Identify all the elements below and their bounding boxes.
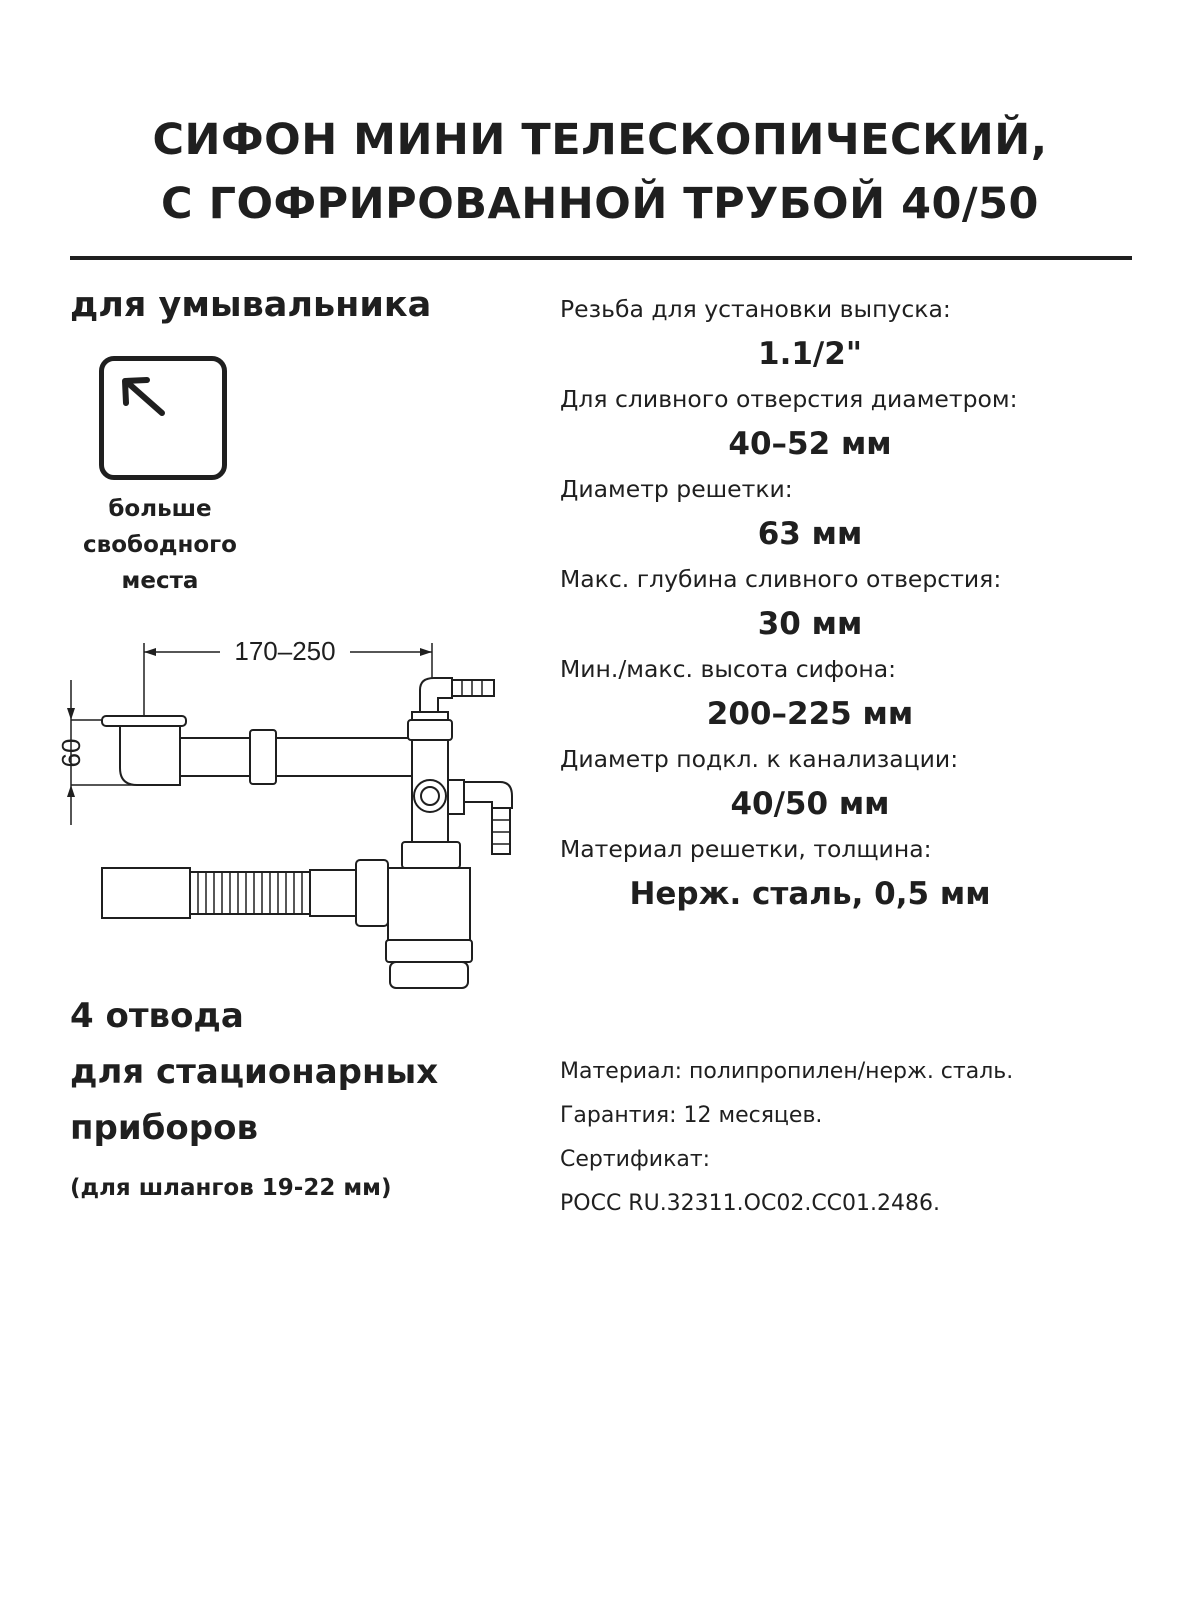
free-space-caption — [60, 491, 260, 599]
trap-nut — [402, 842, 460, 868]
caption-line-2: свободного — [83, 532, 237, 558]
arrow-up-left-icon — [104, 361, 222, 475]
title-divider — [70, 256, 1132, 260]
outlets-note: (для шлангов 19-22 мм) — [70, 1175, 392, 1201]
dim-arrowhead-top — [67, 708, 75, 720]
horizontal-pipe — [180, 738, 412, 776]
spec-label: Материал решетки, толщина: — [560, 835, 932, 863]
certificate-number: РОСС RU.32311.ОС02.СС01.2486. — [560, 1191, 941, 1216]
side-elbow — [464, 782, 512, 808]
spec-label: Диаметр решетки: — [560, 475, 793, 503]
additional-info — [560, 1050, 1013, 1226]
title-line-2: С ГОФРИРОВАННОЙ ТРУБОЙ 40/50 — [161, 179, 1039, 229]
outlets-line-2: для стационарных — [70, 1052, 439, 1092]
outlets-line-3: приборов — [70, 1108, 258, 1148]
spec-label: Для сливного отверстия диаметром: — [560, 385, 1018, 413]
dim-arrowhead-bottom — [67, 785, 75, 797]
length-dimension: 170–250 — [234, 636, 336, 666]
spec-label: Макс. глубина сливного отверстия: — [560, 565, 1002, 593]
hose-nut — [356, 860, 388, 926]
certificate-label: Сертификат: — [560, 1147, 711, 1172]
spec-label: Резьба для установки выпуска: — [560, 295, 951, 323]
spec-label: Мин./макс. высота сифона: — [560, 655, 897, 683]
caption-line-1: больше — [108, 496, 212, 522]
height-dimension: 60 — [56, 738, 86, 768]
spec-value: 30 мм — [757, 606, 863, 642]
corrugated-hose — [190, 872, 310, 914]
drain-body — [120, 726, 180, 785]
trap-bowl — [388, 868, 470, 940]
spec-label: Диаметр подкл. к канализации: — [560, 745, 959, 773]
dim-arrowhead-left — [144, 648, 156, 656]
trap-cap-ring — [386, 940, 472, 962]
spec-value: 200–225 мм — [706, 696, 914, 732]
outlets-title — [70, 988, 438, 1156]
spec-value: 40/50 мм — [730, 786, 890, 822]
warranty-info: Гарантия: 12 месяцев. — [560, 1103, 823, 1128]
trap-cap — [390, 962, 468, 988]
dim-arrowhead-right — [420, 648, 432, 656]
title-line-1: СИФОН МИНИ ТЕЛЕСКОПИЧЕСКИЙ, — [152, 115, 1048, 165]
spec-value: 63 мм — [757, 516, 863, 552]
side-nut — [448, 780, 464, 814]
page-title — [0, 108, 1200, 236]
drain-grate — [102, 716, 186, 726]
outlets-line-1: 4 отвода — [70, 996, 244, 1036]
pipe-nut — [250, 730, 276, 784]
usage-heading: для умывальника — [70, 285, 432, 325]
side-hose-barb — [492, 808, 510, 854]
spec-value: 40–52 мм — [728, 426, 892, 462]
spec-value: Нерж. сталь, 0,5 мм — [629, 876, 991, 912]
siphon-diagram — [40, 620, 540, 1000]
caption-line-3: места — [121, 568, 199, 594]
material-info: Материал: полипропилен/нерж. сталь. — [560, 1059, 1014, 1084]
spec-value: 1.1/2" — [758, 336, 862, 372]
hose-coupling — [310, 870, 356, 916]
top-hose-barb — [452, 680, 494, 696]
sewer-adapter — [102, 868, 190, 918]
riser-nut — [408, 720, 452, 740]
spec-list — [560, 290, 1160, 920]
top-elbow — [420, 678, 452, 712]
free-space-badge — [99, 356, 227, 480]
